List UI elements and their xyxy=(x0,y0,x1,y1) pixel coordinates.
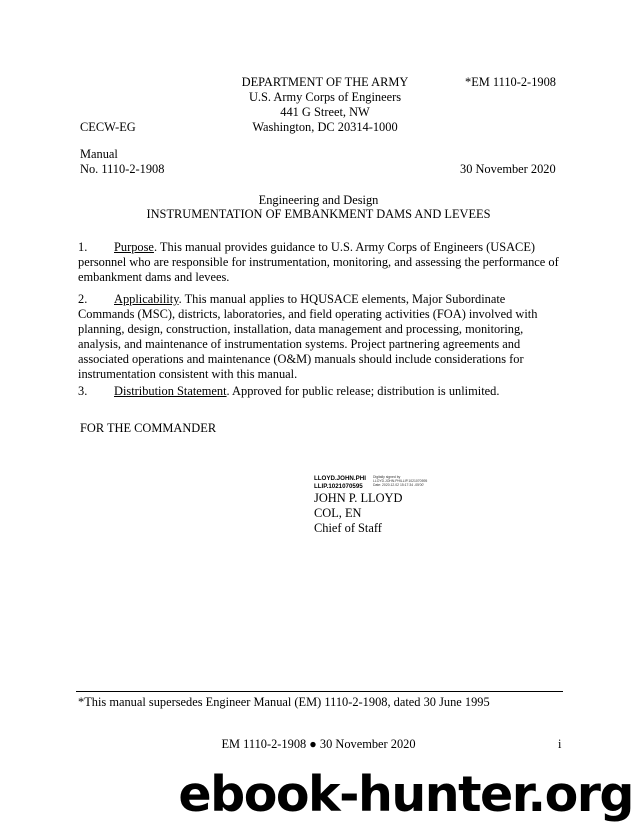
agency-name: U.S. Army Corps of Engineers xyxy=(248,90,402,104)
paragraph-number: 2. xyxy=(78,292,88,306)
closing-line: FOR THE COMMANDER xyxy=(80,421,217,435)
signature-detail3: Date: 2020.12.02 15:17:34 -05'00' xyxy=(373,483,425,487)
paragraph-purpose xyxy=(78,240,564,285)
paragraph-heading: Purpose xyxy=(114,240,154,254)
footnote: *This manual supersedes Engineer Manual (EM) 1110-2-1908, dated 30 June 1995 xyxy=(78,695,490,709)
paragraph-heading: Distribution Statement xyxy=(114,384,227,398)
paragraph-number: 3. xyxy=(78,384,88,398)
signature-name-line2: LLIP.1021070595 xyxy=(314,483,363,490)
page-footer: EM 1110-2-1908 ● 30 November 2020 xyxy=(221,737,416,751)
signature-detail2: LLOYD.JOHN.PHILLIP.1021070595 xyxy=(373,479,428,483)
paragraph-text: . This manual provides guidance to U.S. Army Corps of Engineers (USACE) personnel who are responsible for instrumentation, monitoring, and assessing the performance of embankment dams and levees. xyxy=(78,240,559,284)
department-name: DEPARTMENT OF THE ARMY xyxy=(241,75,409,89)
subject-line: Engineering and Design xyxy=(258,193,379,207)
signatory-name: JOHN P. LLOYD xyxy=(314,491,403,505)
paragraph-text: . Approved for public release; distribution is unlimited. xyxy=(226,384,500,398)
paragraph-heading: Applicability xyxy=(114,292,179,306)
signatory-title: Chief of Staff xyxy=(314,521,382,535)
signatory-rank: COL, EN xyxy=(314,506,362,520)
em-number: *EM 1110-2-1908 xyxy=(465,75,556,89)
office-symbol: CECW-EG xyxy=(80,120,136,134)
signature-detail1: Digitally signed by xyxy=(373,475,401,479)
manual-label: Manual xyxy=(80,147,118,161)
watermark-text: ebook-hunter.org xyxy=(178,766,633,823)
paragraph-text: . This manual applies to HQUSACE elements, Major Subordinate Commands (MSC), districts, laboratories, and field operating activities (FOA) involved with planning, design, construction, installation, data management and processing, monitoring, analysis, and maintenance of instrumentation systems. Project partnering agreements and associated operations and maintenance (O&M) manuals should include considerations for instrumentation consistent with this manual. xyxy=(78,292,538,381)
manual-number: No. 1110-2-1908 xyxy=(80,162,165,176)
street-address: 441 G Street, NW xyxy=(280,105,370,119)
document-title: INSTRUMENTATION OF EMBANKMENT DAMS AND LEVEES xyxy=(146,207,491,221)
publication-date: 30 November 2020 xyxy=(460,162,556,176)
paragraph-distribution xyxy=(78,384,564,399)
paragraph-number: 1. xyxy=(78,240,88,254)
city-address: Washington, DC 20314-1000 xyxy=(252,120,398,134)
paragraph-applicability xyxy=(78,292,564,382)
page-number: i xyxy=(558,737,562,751)
footnote-divider xyxy=(76,691,563,692)
signature-name-line1: LLOYD.JOHN.PHI xyxy=(314,475,366,482)
